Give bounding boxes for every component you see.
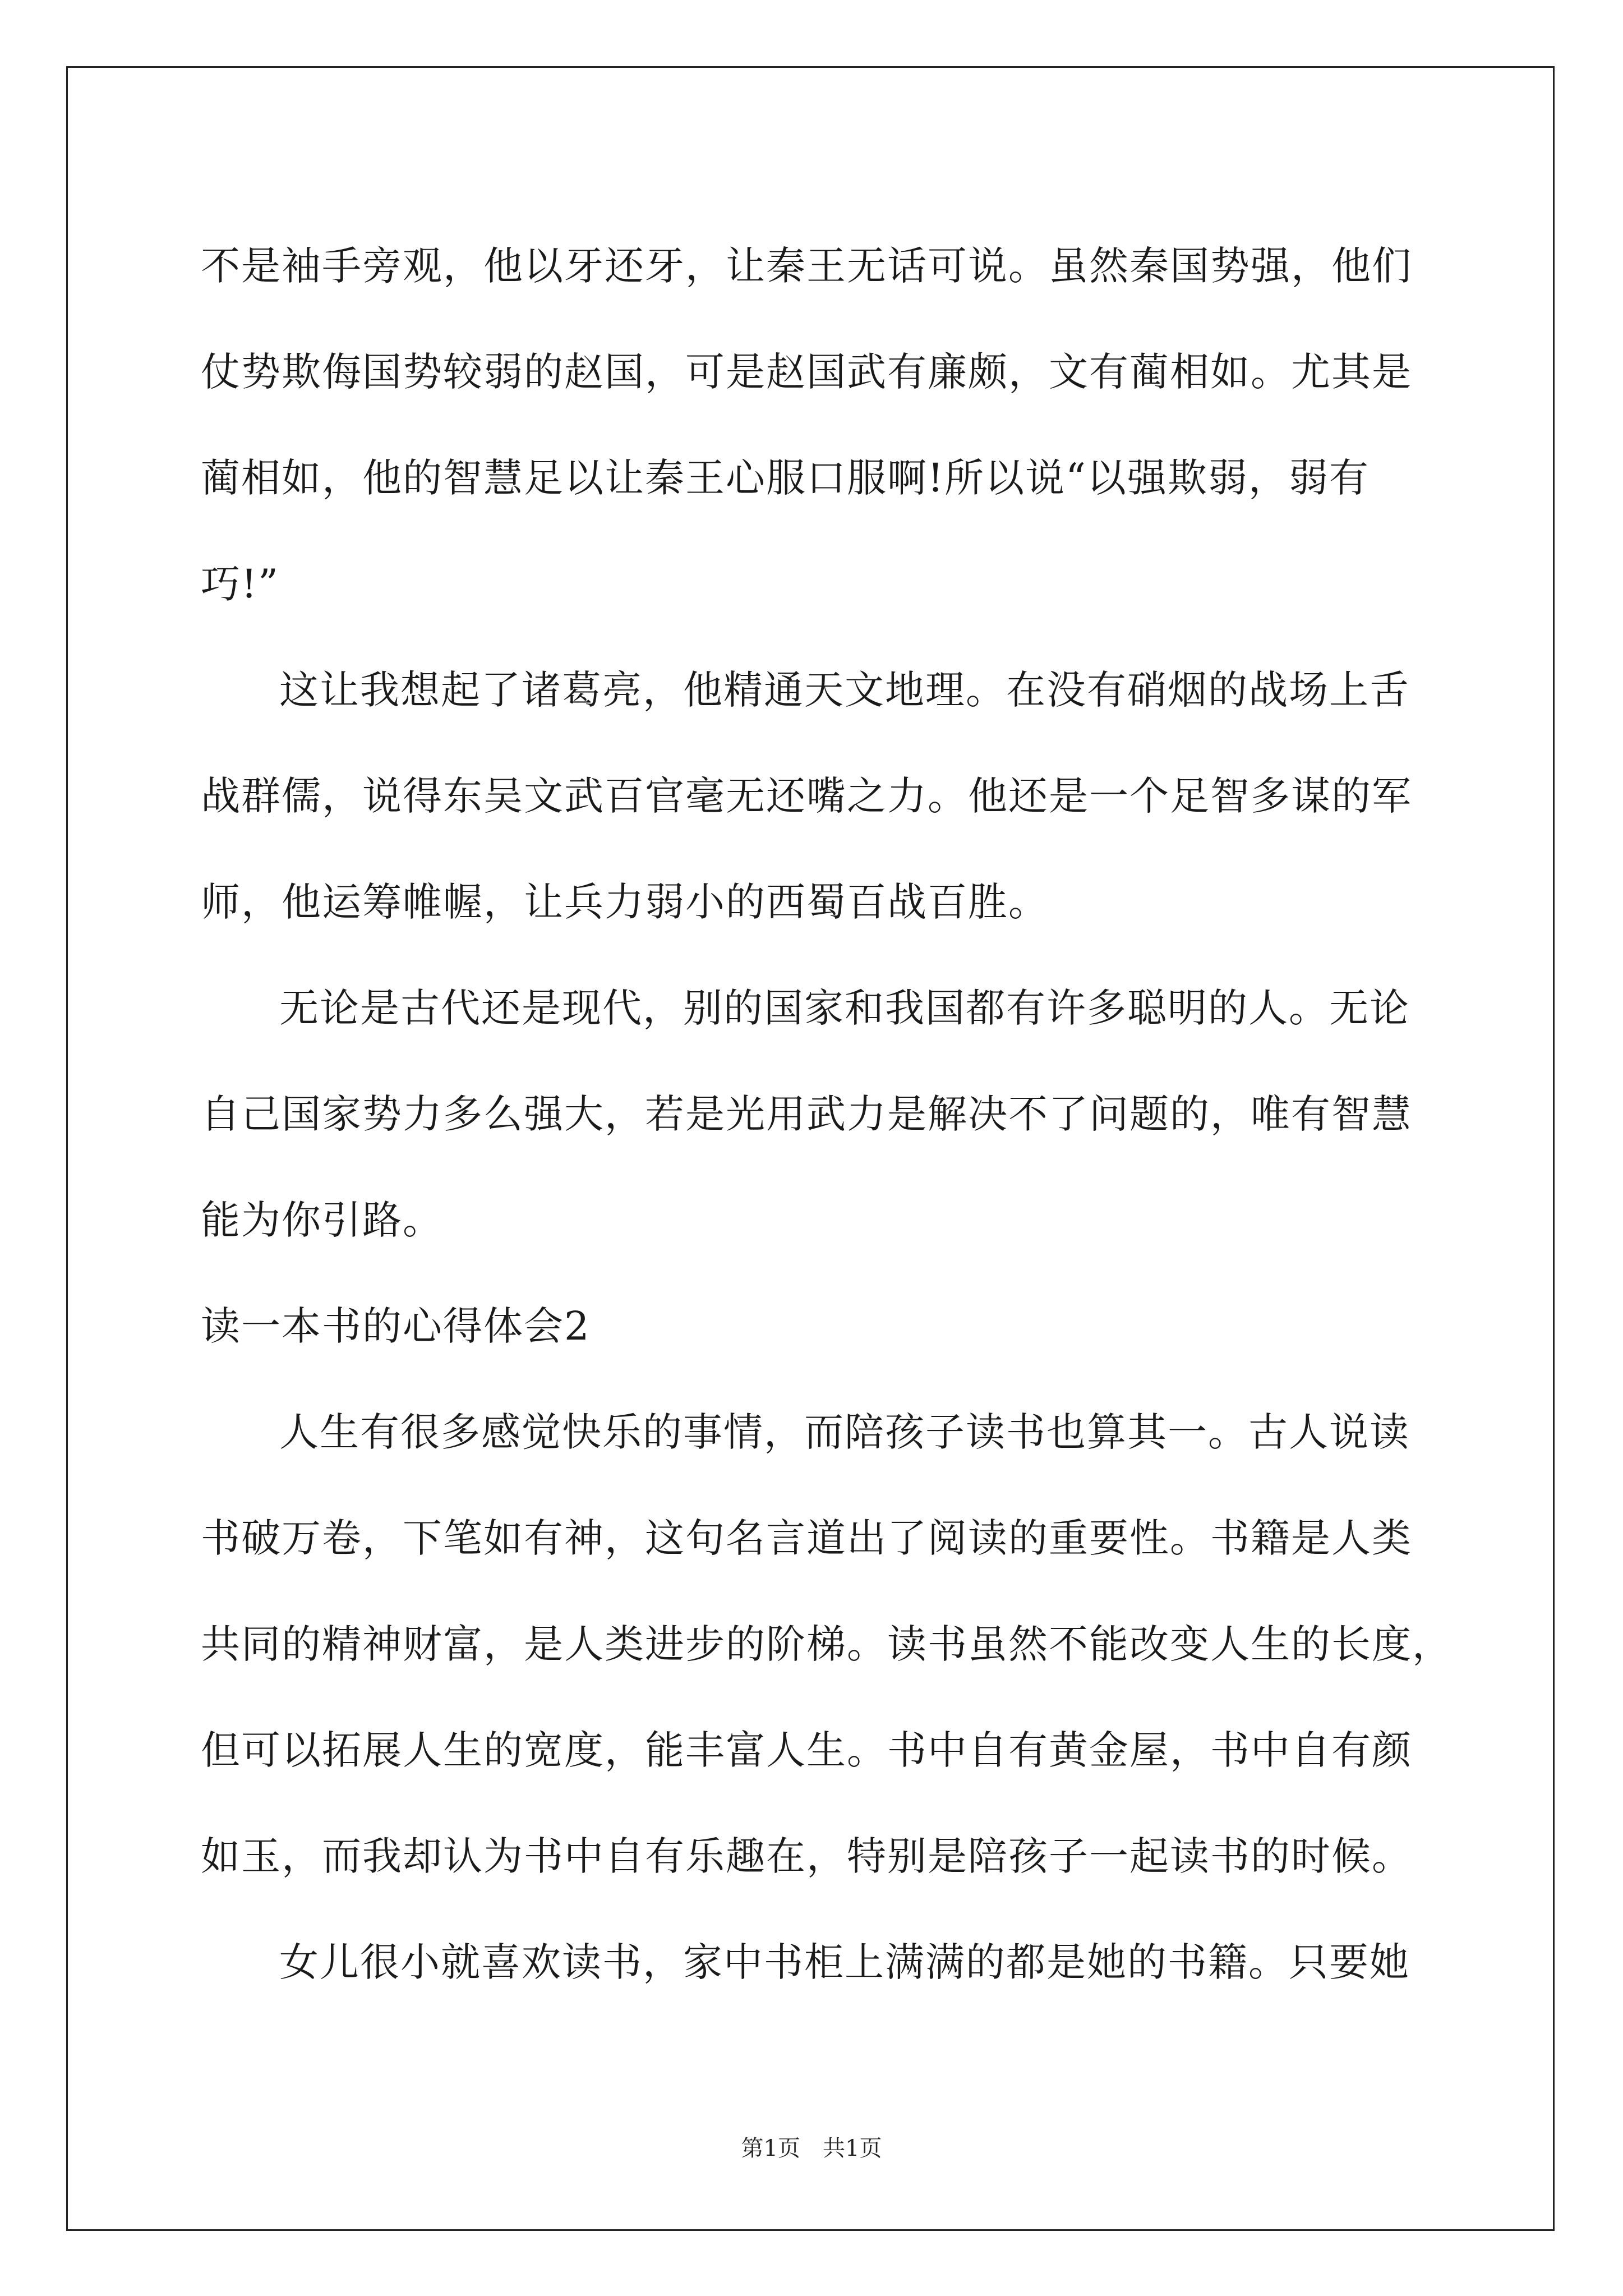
section-heading: 读一本书的心得体会2 bbox=[201, 1303, 591, 1349]
text-line: 无论是古代还是现代，别的国家和我国都有许多聪明的人。无论 bbox=[279, 985, 1410, 1031]
text-line: 人生有很多感觉快乐的事情，而陪孩子读书也算其一。古人说读 bbox=[279, 1409, 1410, 1455]
text-line: 仗势欺侮国势较弱的赵国，可是赵国武有廉颇，文有蔺相如。尤其是 bbox=[201, 349, 1412, 395]
text-line: 这让我想起了诸葛亮，他精通天文地理。在没有硝烟的战场上舌 bbox=[279, 667, 1410, 713]
text-line: 共同的精神财富，是人类进步的阶梯。读书虽然不能改变人生的长度， bbox=[201, 1621, 1453, 1667]
page-number: 第1页 bbox=[741, 2136, 800, 2161]
text-line: 自己国家势力多么强大，若是光用武力是解决不了问题的，唯有智慧 bbox=[201, 1091, 1412, 1137]
text-line: 女儿很小就喜欢读书，家中书柜上满满的都是她的书籍。只要她 bbox=[279, 1939, 1410, 1985]
page-total: 共1页 bbox=[823, 2136, 882, 2161]
text-line: 巧!” bbox=[201, 561, 279, 607]
text-line: 但可以拓展人生的宽度，能丰富人生。书中自有黄金屋，书中自有颜 bbox=[201, 1727, 1412, 1773]
text-line: 不是袖手旁观，他以牙还牙，让秦王无话可说。虽然秦国势强，他们 bbox=[201, 243, 1412, 289]
text-line: 蔺相如，他的智慧足以让秦王心服口服啊!所以说“以强欺弱，弱有 bbox=[201, 455, 1370, 501]
text-line: 如玉，而我却认为书中自有乐趣在，特别是陪孩子一起读书的时候。 bbox=[201, 1833, 1412, 1879]
text-line: 能为你引路。 bbox=[201, 1197, 443, 1243]
text-line: 师，他运筹帷幄，让兵力弱小的西蜀百战百胜。 bbox=[201, 879, 1049, 925]
text-line: 战群儒，说得东吴文武百官毫无还嘴之力。他还是一个足智多谋的军 bbox=[201, 773, 1412, 819]
text-line: 书破万卷，下笔如有神，这句名言道出了阅读的重要性。书籍是人类 bbox=[201, 1515, 1412, 1561]
page-footer bbox=[0, 2132, 1623, 2165]
document-body bbox=[201, 213, 1453, 2016]
